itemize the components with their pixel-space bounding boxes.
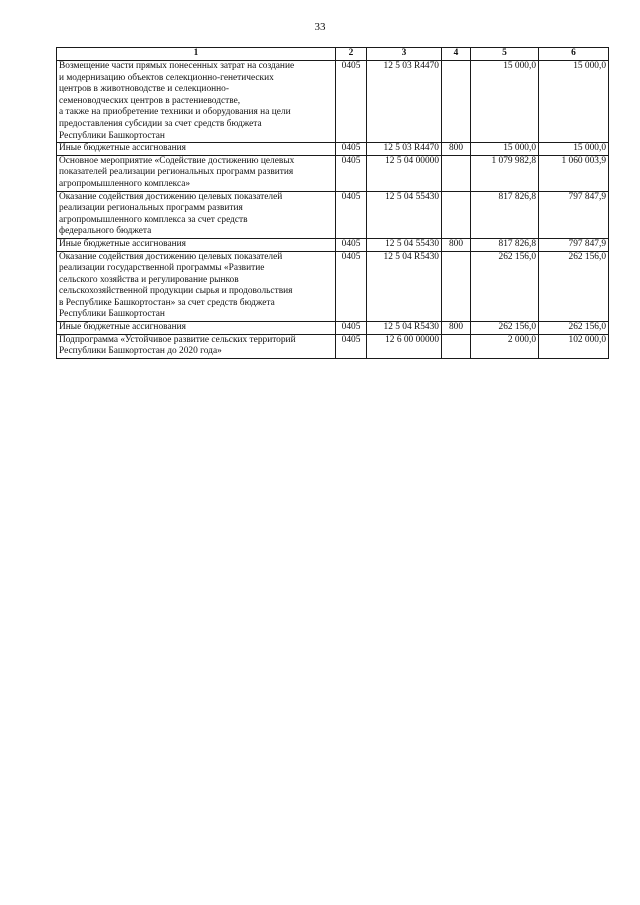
column-header-name: 1 [57,48,336,61]
row-name-line: Иные бюджетные ассигнования [59,322,186,333]
row-amount-2-cell: 797 847,9 [539,191,609,238]
row-name-line: Основное мероприятие «Содействие достижению целевых [59,155,295,166]
row-name-line: в Республике Башкортостан» за счет средств бюджета [59,297,275,308]
row-name-line: и модернизацию объектов селекционно-генетических [59,72,274,83]
row-name-line: Подпрограмма «Устойчивое развитие сельских территорий [59,334,296,345]
row-name-cell [57,334,336,358]
row-amount-1-cell: 262 156,0 [471,322,539,335]
row-name-line: федерального бюджета [59,226,152,237]
row-section-cell: 0405 [336,334,367,358]
row-expense-type-cell [442,334,471,358]
row-amount-2-cell: 15 000,0 [539,61,609,143]
table-header-row [57,48,609,61]
table-row [57,322,609,335]
table-body [57,61,609,359]
row-section-cell: 0405 [336,251,367,322]
budget-table [56,47,609,359]
row-name-line: агропромышленного комплекса за счет средств [59,214,248,225]
row-amount-1-cell: 817 826,8 [471,238,539,251]
row-target-code-cell: 12 5 04 55430 [367,238,442,251]
row-amount-2-cell: 102 000,0 [539,334,609,358]
row-amount-1-cell: 15 000,0 [471,143,539,156]
row-name-cell [57,251,336,322]
row-name-cell [57,191,336,238]
row-name-line: Республики Башкортостан до 2020 года» [59,346,222,357]
row-target-code-cell: 12 5 04 R5430 [367,251,442,322]
row-name-cell [57,61,336,143]
column-header-section: 2 [336,48,367,61]
row-expense-type-cell: 800 [442,143,471,156]
row-amount-1-cell: 15 000,0 [471,61,539,143]
row-name-line: сельскохозяйственной продукции сырья и продовольствия [59,286,293,297]
column-header-amount-2: 6 [539,48,609,61]
row-target-code-cell: 12 5 04 R5430 [367,322,442,335]
row-name-line: семеноводческих центров в растениеводстве, [59,95,241,106]
table-row [57,155,609,191]
table-row [57,251,609,322]
row-amount-1-cell: 817 826,8 [471,191,539,238]
row-amount-1-cell: 262 156,0 [471,251,539,322]
row-name-line: Оказание содействия достижению целевых показателей [59,191,283,202]
row-name-line: реализации государственной программы «Развитие [59,263,265,274]
row-name-line: предоставления субсидии за счет средств бюджета [59,118,262,129]
row-name-line: сельского хозяйства и регулирование рынков [59,274,239,285]
row-name-line: центров в животноводстве и селекционно- [59,84,229,95]
column-header-expense-type: 4 [442,48,471,61]
row-name-cell [57,143,336,156]
row-target-code-cell: 12 5 04 55430 [367,191,442,238]
row-name-line: Республики Башкортостан [59,309,165,320]
row-expense-type-cell [442,191,471,238]
table-row [57,238,609,251]
row-section-cell: 0405 [336,61,367,143]
row-section-cell: 0405 [336,322,367,335]
row-amount-2-cell: 797 847,9 [539,238,609,251]
row-section-cell: 0405 [336,238,367,251]
column-header-amount-1: 5 [471,48,539,61]
row-name-line: Иные бюджетные ассигнования [59,238,186,249]
row-expense-type-cell [442,61,471,143]
row-amount-1-cell: 1 079 982,8 [471,155,539,191]
row-name-cell [57,155,336,191]
row-name-cell [57,322,336,335]
row-section-cell: 0405 [336,191,367,238]
row-amount-2-cell: 15 000,0 [539,143,609,156]
row-target-code-cell: 12 6 00 00000 [367,334,442,358]
row-expense-type-cell [442,155,471,191]
row-name-line: а также на приобретение техники и оборудования на цели [59,107,291,118]
table-row [57,61,609,143]
row-section-cell: 0405 [336,155,367,191]
row-amount-2-cell: 262 156,0 [539,251,609,322]
column-header-target-code: 3 [367,48,442,61]
row-amount-1-cell: 2 000,0 [471,334,539,358]
row-target-code-cell: 12 5 04 00000 [367,155,442,191]
row-name-line: Оказание содействия достижению целевых показателей [59,251,283,262]
row-target-code-cell: 12 5 03 R4470 [367,143,442,156]
row-name-line: реализации региональных программ развития [59,203,243,214]
row-amount-2-cell: 262 156,0 [539,322,609,335]
row-amount-2-cell: 1 060 003,9 [539,155,609,191]
row-name-cell [57,238,336,251]
row-section-cell: 0405 [336,143,367,156]
row-target-code-cell: 12 5 03 R4470 [367,61,442,143]
table-row [57,191,609,238]
row-name-line: Возмещение части прямых понесенных затрат на создание [59,61,295,71]
table-row [57,143,609,156]
row-name-line: показателей реализации региональных программ развития [59,167,294,178]
table-row [57,334,609,358]
page-number: 33 [314,21,326,33]
row-name-line: агропромышленного комплекса» [59,178,191,189]
row-name-line: Республики Башкортостан [59,130,165,141]
row-expense-type-cell: 800 [442,322,471,335]
row-name-line: Иные бюджетные ассигнования [59,143,186,154]
row-expense-type-cell: 800 [442,238,471,251]
row-expense-type-cell [442,251,471,322]
